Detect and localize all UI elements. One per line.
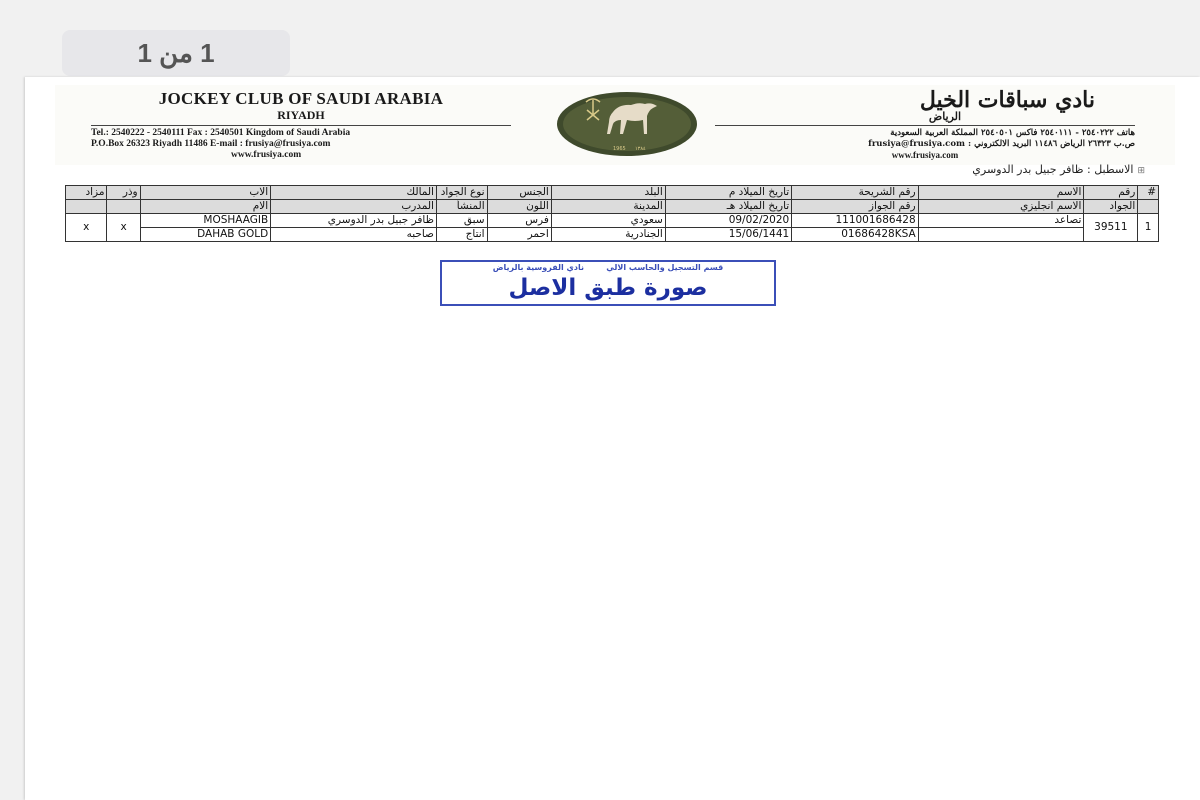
table-header-row	[66, 186, 1159, 200]
column-header: الاسم	[918, 186, 1084, 200]
column-header: الجواد	[1084, 200, 1138, 214]
stable-label	[972, 163, 1145, 176]
chip-number: 111001686428	[792, 214, 918, 228]
table-row	[66, 228, 1159, 242]
certified-copy-stamp	[440, 260, 776, 306]
column-header: الاب	[140, 186, 271, 200]
horse-number: 39511	[1084, 214, 1138, 242]
horse-registration-table	[65, 185, 1159, 242]
column-header: تاريخ الميلاد م	[665, 186, 791, 200]
wathr-mark: x	[107, 214, 140, 242]
letterhead-english	[91, 89, 511, 161]
document-page	[25, 77, 1200, 800]
letterhead-arabic	[715, 87, 1135, 161]
table-row	[66, 214, 1159, 228]
stamp-department: قسم التسجيل والحاسب الالي	[606, 263, 724, 272]
svg-text:١٣٨٤: ١٣٨٤	[635, 146, 646, 152]
column-header: اللون	[487, 200, 551, 214]
column-header: مزاد	[66, 186, 107, 200]
dam: DAHAB GOLD	[140, 228, 271, 242]
column-header: رقم	[1084, 186, 1138, 200]
website-arabic: www.frusiya.com	[891, 150, 959, 160]
column-header	[1138, 200, 1159, 214]
country: سعودي	[551, 214, 665, 228]
column-header: رقم الجواز	[792, 200, 918, 214]
column-header: البلد	[551, 186, 665, 200]
passport-number: 01686428KSA	[792, 228, 918, 242]
column-header: المدينة	[551, 200, 665, 214]
row-index: 1	[1138, 214, 1159, 242]
letterhead	[55, 85, 1175, 165]
trainer: صاحبه	[271, 228, 437, 242]
birth-date-hijri: 15/06/1441	[665, 228, 791, 242]
column-header: الاسم انجليزي	[918, 200, 1084, 214]
checkbox-icon: ⊞	[1137, 166, 1145, 176]
column-header: الام	[140, 200, 271, 214]
club-city-arabic: الرياض	[928, 110, 962, 123]
city: الجنادرية	[551, 228, 665, 242]
divider	[715, 125, 1135, 126]
divider	[91, 125, 511, 126]
column-header: رقم الشريحة	[792, 186, 918, 200]
stable-name: الاسطبل : ظافر جبيل بدر الدوسري	[972, 163, 1134, 176]
auction-mark: x	[66, 214, 107, 242]
origin: انتاج	[436, 228, 487, 242]
stamp-text: صورة طبق الاصل	[508, 275, 708, 301]
club-name-english: JOCKEY CLUB OF SAUDI ARABIA	[158, 89, 444, 108]
stamp-organization: نادي الفروسية بالرياض	[492, 263, 584, 272]
column-header: نوع الجواد	[436, 186, 487, 200]
page-indicator: 1 من 1	[62, 30, 290, 76]
column-header: المدرب	[271, 200, 437, 214]
address-arabic: ص.ب ٢٦٣٢٣ الرياض ١١٤٨٦ البريد الالكتروني : frusiya@frusiya.com	[868, 139, 1135, 149]
sire: MOSHAAGIB	[140, 214, 271, 228]
owner: ظافر جبيل بدر الدوسري	[271, 214, 437, 228]
column-header: #	[1138, 186, 1159, 200]
column-header: المنشأ	[436, 200, 487, 214]
club-city-english: RIYADH	[277, 108, 325, 122]
birth-date-gregorian: 09/02/2020	[665, 214, 791, 228]
column-header	[107, 200, 140, 214]
horse-type: سبق	[436, 214, 487, 228]
contact-english: Tel.: 2540222 - 2540111 Fax : 2540501 Kingdom of Saudi Arabia	[91, 128, 351, 138]
horse-name-arabic: تصاعد	[918, 214, 1084, 228]
column-header: وذر	[107, 186, 140, 200]
table-header-row	[66, 200, 1159, 214]
column-header: تاريخ الميلاد هـ	[665, 200, 791, 214]
column-header	[66, 200, 107, 214]
column-header: المالك	[271, 186, 437, 200]
column-header: الجنس	[487, 186, 551, 200]
sex: فرس	[487, 214, 551, 228]
contact-arabic: هاتف ٢٥٤٠٢٢٢ - ٢٥٤٠١١١ فاكس ٢٥٤٠٥٠١ المملكة العربية السعودية	[890, 128, 1135, 138]
club-name-arabic: نادي سباقات الخيل	[919, 87, 1095, 113]
horse-name-english	[918, 228, 1084, 242]
address-english: P.O.Box 26323 Riyadh 11486 E-mail : frusiya@frusiya.com	[91, 139, 331, 149]
svg-text:1965: 1965	[613, 146, 626, 152]
stamp-header	[442, 263, 774, 272]
color: احمر	[487, 228, 551, 242]
jockey-club-logo	[553, 90, 701, 158]
website-english: www.frusiya.com	[231, 150, 302, 160]
